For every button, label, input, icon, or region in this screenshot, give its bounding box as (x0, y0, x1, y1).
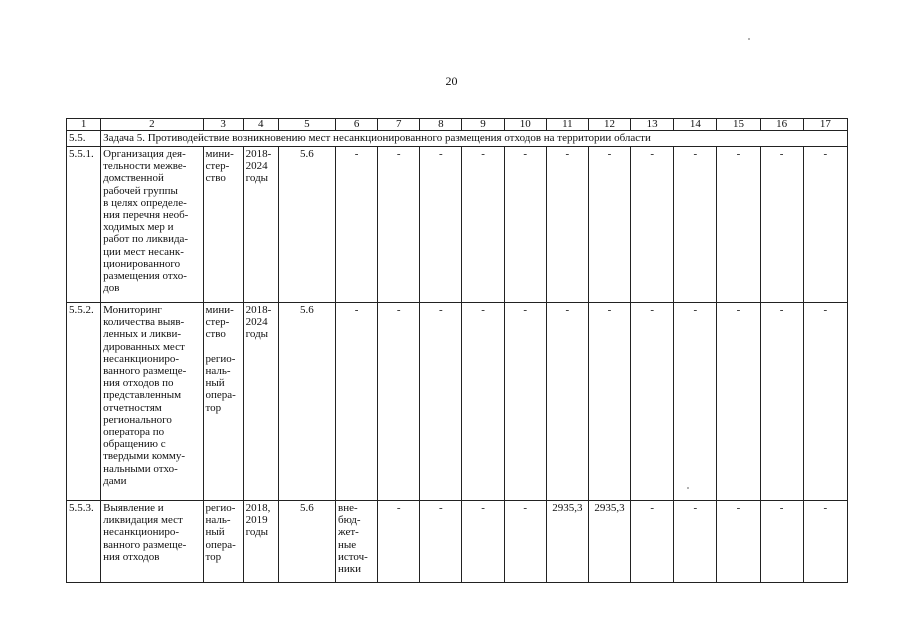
value-cell: - (803, 303, 847, 501)
executor-cell: мини- стер- ство (203, 147, 243, 303)
column-number: 11 (546, 119, 588, 131)
value-cell: - (631, 501, 674, 583)
value-cell: - (546, 147, 588, 303)
measure-name: Организация дея- тельности межве- домственной рабочей группы в целях определе- ния перечня необ- ходимых мер и работ по ликвида- ции мест несанк- ционированного размещения отхо- дов (101, 147, 203, 303)
value-cell: - (546, 303, 588, 501)
value-cell: 2935,3 (588, 501, 630, 583)
column-number-row (67, 119, 848, 131)
column-number: 2 (101, 119, 203, 131)
measure-name: Выявление и ликвидация мест несанкциониро- ванного размеще- ния отходов (101, 501, 203, 583)
measure-number: 5.5.2. (67, 303, 101, 501)
executor-cell: регио- наль- ный опера- тор (203, 501, 243, 583)
value-cell: - (631, 147, 674, 303)
table-row (67, 147, 848, 303)
source-cell: - (336, 147, 378, 303)
column-number: 14 (674, 119, 717, 131)
page-number: 20 (445, 74, 458, 88)
column-number: 4 (243, 119, 278, 131)
column-number: 17 (803, 119, 847, 131)
column-number: 3 (203, 119, 243, 131)
column-number: 8 (420, 119, 462, 131)
table-row (67, 501, 848, 583)
source-cell: вне- бюд- жет- ные источ- ники (336, 501, 378, 583)
source-cell: - (336, 303, 378, 501)
value-cell: - (760, 501, 803, 583)
indicator-cell: 5.6 (278, 147, 335, 303)
measure-name: Мониторинг количества выяв- ленных и ликви- дированных мест несанкциониро- ванного размеще- ния отходов по представленным отчетностям регионального оператора по обращению с твердыми комму- нальными отхо- дами (101, 303, 203, 501)
column-number: 1 (67, 119, 101, 131)
column-number: 5 (278, 119, 335, 131)
task-number: 5.5. (67, 131, 101, 147)
column-number: 7 (378, 119, 420, 131)
years-cell: 2018, 2019 годы (243, 501, 278, 583)
value-cell: - (803, 501, 847, 583)
column-number: 10 (504, 119, 546, 131)
value-cell: - (717, 147, 760, 303)
value-cell: 2935,3 (546, 501, 588, 583)
value-cell: - (420, 501, 462, 583)
value-cell: - (378, 501, 420, 583)
value-cell: - (378, 147, 420, 303)
years-cell: 2018- 2024 годы (243, 303, 278, 501)
column-number: 15 (717, 119, 760, 131)
column-number: 12 (588, 119, 630, 131)
value-cell: - (588, 303, 630, 501)
value-cell: - (674, 147, 717, 303)
value-cell: - (760, 147, 803, 303)
value-cell: - (504, 501, 546, 583)
task-title: Задача 5. Противодействие возникновению мест несанкционированного размещения отходов на территории области (101, 131, 848, 147)
value-cell: - (631, 303, 674, 501)
value-cell: - (504, 303, 546, 501)
value-cell: - (378, 303, 420, 501)
value-cell: - (717, 501, 760, 583)
value-cell: - (462, 147, 504, 303)
column-number: 16 (760, 119, 803, 131)
column-number: 13 (631, 119, 674, 131)
scan-speck (687, 487, 689, 489)
program-table (66, 118, 848, 583)
years-cell: 2018- 2024 годы (243, 147, 278, 303)
value-cell: - (462, 303, 504, 501)
column-number: 6 (336, 119, 378, 131)
value-cell: - (674, 501, 717, 583)
scan-speck (748, 38, 750, 40)
value-cell: - (420, 303, 462, 501)
indicator-cell: 5.6 (278, 501, 335, 583)
task-row (67, 131, 848, 147)
value-cell: - (504, 147, 546, 303)
measure-number: 5.5.1. (67, 147, 101, 303)
value-cell: - (588, 147, 630, 303)
value-cell: - (803, 147, 847, 303)
value-cell: - (717, 303, 760, 501)
indicator-cell: 5.6 (278, 303, 335, 501)
table-row (67, 303, 848, 501)
value-cell: - (674, 303, 717, 501)
value-cell: - (462, 501, 504, 583)
value-cell: - (760, 303, 803, 501)
value-cell: - (420, 147, 462, 303)
executor-cell: мини- стер- ство регио- наль- ный опера- тор (203, 303, 243, 501)
measure-number: 5.5.3. (67, 501, 101, 583)
column-number: 9 (462, 119, 504, 131)
